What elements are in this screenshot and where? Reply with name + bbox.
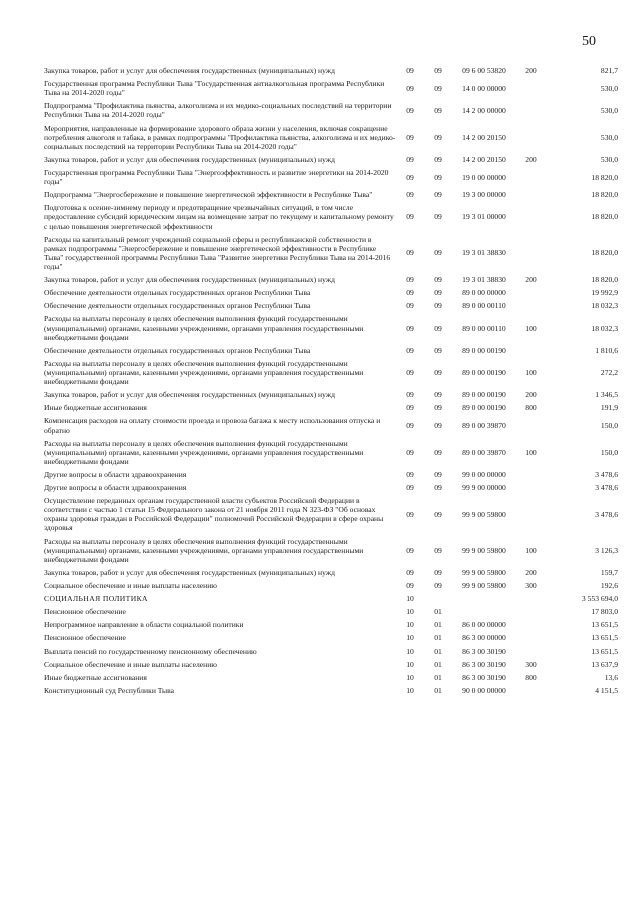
row-section-code: 10 xyxy=(406,646,414,656)
row-section-code: 09 xyxy=(406,190,414,200)
row-subsection-code xyxy=(424,592,452,605)
row-name: Другие вопросы в области здравоохранения xyxy=(44,483,187,493)
row-subsection-code: 09 xyxy=(434,509,442,519)
row-target-article: 19 0 00 00000 xyxy=(462,172,506,182)
row-subsection-code: 09 xyxy=(434,469,442,479)
row-section-code: 09 xyxy=(406,248,414,258)
row-section-code: 09 xyxy=(406,288,414,298)
table-row xyxy=(44,605,618,618)
row-target-article: 19 3 01 00000 xyxy=(462,212,506,222)
row-subsection-code: 09 xyxy=(434,66,442,75)
row-amount: 272,2 xyxy=(600,367,618,377)
row-target-article: 99 9 00 59800 xyxy=(462,581,506,591)
row-expense-type xyxy=(516,201,546,232)
table-row xyxy=(44,618,618,631)
row-name: Пенсионное обеспечение xyxy=(44,633,126,643)
row-expense-type xyxy=(516,468,546,481)
row-name: Государственная программа Республики Тыва "Энергоэффективность и развитие энергетики на 2014-2020 годы" xyxy=(44,167,389,187)
row-subsection-code: 01 xyxy=(434,646,442,656)
row-target-article: 89 0 00 00190 xyxy=(462,403,506,413)
row-target-article: 89 0 00 00190 xyxy=(462,345,506,355)
row-name: Компенсация расходов на оплату стоимости проезда и провоза багажа к месту использования отпуска и обратно xyxy=(44,416,381,435)
table-row xyxy=(44,388,618,401)
row-name: Расходы на выплаты персоналу в целях обеспечения выполнения функций государственными (муниципальными) органами, казенными учреждениями, органами управления государственными внебюджетными фондами xyxy=(44,314,364,342)
row-expense-type: 200 xyxy=(525,154,537,164)
row-subsection-code: 09 xyxy=(434,301,442,311)
table-row xyxy=(44,273,618,286)
table-row xyxy=(44,99,618,121)
row-name: СОЦИАЛЬНАЯ ПОЛИТИКА xyxy=(44,594,148,604)
row-amount: 530,0 xyxy=(600,132,618,142)
row-subsection-code: 09 xyxy=(434,567,442,577)
row-subsection-code: 09 xyxy=(434,132,442,142)
row-target-article: 14 2 00 20150 xyxy=(462,132,506,142)
row-amount: 18 820,0 xyxy=(591,248,618,258)
row-subsection-code: 01 xyxy=(434,620,442,630)
row-subsection-code: 09 xyxy=(434,248,442,258)
row-subsection-code: 09 xyxy=(434,367,442,377)
row-section-code: 10 xyxy=(406,607,414,617)
table-row xyxy=(44,684,618,697)
row-target-article: 86 0 00 00000 xyxy=(462,620,506,630)
row-expense-type xyxy=(516,494,546,534)
row-subsection-code: 09 xyxy=(434,83,442,93)
row-name: Социальное обеспечение и иные выплаты населению xyxy=(44,581,217,591)
row-amount: 13,6 xyxy=(604,672,618,682)
row-name: Расходы на капитальный ремонт учреждений социальной сферы и республиканской собственности в рамках подпрограммы "Энергосбережение и повышение энергетической эффективности в Республике Тыва" государственной программы Республики Тыва "Развитие энергетики Республики Тыва на 2014-2016 годы" xyxy=(44,234,391,271)
row-section-code: 09 xyxy=(406,105,414,115)
row-subsection-code: 09 xyxy=(434,390,442,400)
row-section-code: 09 xyxy=(406,212,414,222)
budget-table xyxy=(44,64,618,697)
row-name: Расходы на выплаты персоналу в целях обеспечения выполнения функций государственными (муниципальными) органами, казенными учреждениями, органами управления государственными внебюджетными фондами xyxy=(44,536,364,564)
row-name: Подготовка к осенне-зимнему периоду и предотвращение чрезвычайных ситуаций, в том числе предоставление субсидий юридическим лицам на возмещение затрат по текущему и капитальному ремонту с целью повышения энергетической эффективности xyxy=(44,203,394,231)
table-row xyxy=(44,122,618,153)
row-target-article: 19 3 01 38830 xyxy=(462,275,506,285)
row-subsection-code: 09 xyxy=(434,154,442,164)
table-row xyxy=(44,494,618,534)
row-expense-type: 200 xyxy=(525,567,537,577)
row-subsection-code: 09 xyxy=(434,345,442,355)
row-section-code: 09 xyxy=(406,275,414,285)
row-expense-type xyxy=(516,414,546,436)
table-row xyxy=(44,233,618,273)
row-expense-type: 200 xyxy=(525,66,537,75)
row-section-code: 09 xyxy=(406,345,414,355)
row-expense-type xyxy=(516,618,546,631)
table-row xyxy=(44,535,618,566)
row-subsection-code: 09 xyxy=(434,545,442,555)
row-name: Закупка товаров, работ и услуг для обеспечения государственных (муниципальных) нужд xyxy=(44,567,335,577)
row-section-code: 09 xyxy=(406,83,414,93)
row-subsection-code: 09 xyxy=(434,275,442,285)
row-subsection-code: 09 xyxy=(434,420,442,430)
row-name: Обеспечение деятельности отдельных государственных органов Республики Тыва xyxy=(44,345,311,355)
row-expense-type xyxy=(516,645,546,658)
row-section-code: 10 xyxy=(406,594,414,604)
row-subsection-code: 01 xyxy=(434,633,442,643)
row-target-article: 99 9 00 00000 xyxy=(462,483,506,493)
row-name: Иные бюджетные ассигнования xyxy=(44,403,147,413)
table-row xyxy=(44,658,618,671)
table-row xyxy=(44,437,618,468)
row-amount: 18 820,0 xyxy=(591,172,618,182)
row-name: Обеспечение деятельности отдельных государственных органов Республики Тыва xyxy=(44,288,311,298)
row-section-code: 10 xyxy=(406,672,414,682)
row-section-code: 09 xyxy=(406,154,414,164)
table-row xyxy=(44,592,618,605)
row-amount: 4 151,5 xyxy=(595,685,618,695)
row-amount: 192,6 xyxy=(600,581,618,591)
row-expense-type: 100 xyxy=(525,545,537,555)
row-amount: 530,0 xyxy=(600,83,618,93)
table-row xyxy=(44,77,618,99)
row-subsection-code: 09 xyxy=(434,581,442,591)
row-name: Обеспечение деятельности отдельных государственных органов Республики Тыва xyxy=(44,301,311,311)
row-amount: 18 032,3 xyxy=(591,301,618,311)
row-expense-type xyxy=(516,299,546,312)
row-amount: 19 992,9 xyxy=(591,288,618,298)
row-name: Закупка товаров, работ и услуг для обеспечения государственных (муниципальных) нужд xyxy=(44,390,335,400)
row-target-article: 89 0 00 39870 xyxy=(462,447,506,457)
row-section-code: 09 xyxy=(406,483,414,493)
row-amount: 18 820,0 xyxy=(591,275,618,285)
row-expense-type xyxy=(516,684,546,697)
table-row xyxy=(44,566,618,579)
row-amount: 18 820,0 xyxy=(591,212,618,222)
row-subsection-code: 09 xyxy=(434,483,442,493)
row-subsection-code: 09 xyxy=(434,190,442,200)
row-amount: 150,0 xyxy=(600,420,618,430)
row-target-article xyxy=(452,592,516,605)
row-name: Подпрограмма "Энергосбережение и повышение энергетической эффективности в Республике Тыва" xyxy=(44,190,373,200)
row-target-article: 86 3 00 00000 xyxy=(462,633,506,643)
table-row xyxy=(44,631,618,644)
row-section-code: 09 xyxy=(406,132,414,142)
row-name: Осуществление переданных органам государственной власти субъектов Российской Федерации в соответствии с частью 1 статьи 15 Федерального закона от 21 ноября 2011 года N 323-ФЗ "Об основах охраны здоровья граждан в Российской Федерации" полномочий Российской Федерации в сфере охраны здоровья xyxy=(44,496,384,533)
row-section-code: 09 xyxy=(406,469,414,479)
row-section-code: 09 xyxy=(406,545,414,555)
row-expense-type xyxy=(516,188,546,201)
table-row xyxy=(44,64,618,77)
row-amount: 18 820,0 xyxy=(591,190,618,200)
row-section-code: 09 xyxy=(406,66,414,75)
row-expense-type: 300 xyxy=(525,581,537,591)
row-target-article: 86 3 00 30190 xyxy=(462,646,506,656)
row-name: Конституционный суд Республики Тыва xyxy=(44,685,174,695)
row-target-article: 89 0 00 39870 xyxy=(462,420,506,430)
row-amount: 1 346,5 xyxy=(595,390,618,400)
row-section-code: 09 xyxy=(406,390,414,400)
row-section-code: 09 xyxy=(406,567,414,577)
row-amount: 159,7 xyxy=(600,567,618,577)
table-row xyxy=(44,671,618,684)
row-expense-type: 100 xyxy=(525,323,537,333)
row-amount: 3 478,6 xyxy=(595,483,618,493)
row-amount: 821,7 xyxy=(600,66,618,75)
budget-table-body xyxy=(44,64,618,697)
row-subsection-code: 01 xyxy=(434,685,442,695)
row-amount: 3 553 694,0 xyxy=(581,594,618,604)
row-subsection-code: 09 xyxy=(434,323,442,333)
row-subsection-code: 09 xyxy=(434,288,442,298)
row-target-article: 90 0 00 00000 xyxy=(462,685,506,695)
row-amount: 191,9 xyxy=(600,403,618,413)
row-expense-type: 200 xyxy=(525,390,537,400)
row-name: Социальное обеспечение и иные выплаты населению xyxy=(44,659,217,669)
row-name: Пенсионное обеспечение xyxy=(44,607,126,617)
table-row xyxy=(44,166,618,188)
row-name: Подпрограмма "Профилактика пьянства, алкоголизма и их медико-социальных последствий на территории Республики Тыва на 2014-2020 годы" xyxy=(44,101,392,120)
row-name: Непрограммное направление в области социальной политики xyxy=(44,620,244,630)
row-target-article xyxy=(452,605,516,618)
table-row xyxy=(44,153,618,166)
row-name: Мероприятия, направленные на формирование здорового образа жизни у населения, включая сокращение потребления алкоголя и табака, в рамках подпрограммы "Профилактика пьянства, алкоголизма и их медико-социальных последствий на территории Республики Тыва на 2014-2020 годы" xyxy=(44,123,396,151)
row-section-code: 10 xyxy=(406,685,414,695)
row-amount: 18 032,3 xyxy=(591,323,618,333)
table-row xyxy=(44,312,618,343)
row-amount: 13 637,9 xyxy=(591,659,618,669)
row-section-code: 09 xyxy=(406,420,414,430)
row-name: Другие вопросы в области здравоохранения xyxy=(44,469,187,479)
page-number: 50 xyxy=(582,34,596,49)
row-section-code: 10 xyxy=(406,620,414,630)
row-subsection-code: 09 xyxy=(434,447,442,457)
table-row xyxy=(44,201,618,232)
row-expense-type xyxy=(516,166,546,188)
row-expense-type xyxy=(516,99,546,121)
row-amount: 530,0 xyxy=(600,154,618,164)
row-target-article: 99 9 00 59800 xyxy=(462,567,506,577)
row-target-article: 89 0 00 00190 xyxy=(462,390,506,400)
row-expense-type xyxy=(516,286,546,299)
row-amount: 17 803,0 xyxy=(591,607,618,617)
table-row xyxy=(44,357,618,388)
row-section-code: 10 xyxy=(406,633,414,643)
row-name: Закупка товаров, работ и услуг для обеспечения государственных (муниципальных) нужд xyxy=(44,275,335,285)
row-subsection-code: 01 xyxy=(434,607,442,617)
table-row xyxy=(44,468,618,481)
table-row xyxy=(44,645,618,658)
row-amount: 3 126,3 xyxy=(595,545,618,555)
row-target-article: 19 3 00 00000 xyxy=(462,190,506,200)
row-expense-type: 200 xyxy=(525,275,537,285)
row-target-article: 99 9 00 59800 xyxy=(462,545,506,555)
table-row xyxy=(44,188,618,201)
row-subsection-code: 09 xyxy=(434,105,442,115)
row-expense-type xyxy=(516,122,546,153)
row-target-article: 14 2 00 20150 xyxy=(462,154,506,164)
row-amount: 1 810,6 xyxy=(595,345,618,355)
row-name: Государственная программа Республики Тыва "Государственная антиалкогольная программа Республики Тыва на 2014-2020 годы" xyxy=(44,79,385,98)
row-target-article: 86 3 00 30190 xyxy=(462,659,506,669)
row-subsection-code: 09 xyxy=(434,172,442,182)
row-expense-type xyxy=(516,77,546,99)
row-expense-type: 100 xyxy=(525,447,537,457)
row-amount: 530,0 xyxy=(600,105,618,115)
row-name: Закупка товаров, работ и услуг для обеспечения государственных (муниципальных) нужд xyxy=(44,154,335,164)
table-row xyxy=(44,401,618,414)
row-target-article: 89 0 00 00190 xyxy=(462,367,506,377)
row-expense-type: 300 xyxy=(525,659,537,669)
row-target-article: 89 0 00 00000 xyxy=(462,288,506,298)
row-amount: 150,0 xyxy=(600,447,618,457)
row-amount: 13 651,5 xyxy=(591,646,618,656)
row-name: Выплата пенсий по государственному пенсионному обеспечению xyxy=(44,646,257,656)
table-row xyxy=(44,299,618,312)
row-section-code: 09 xyxy=(406,581,414,591)
row-expense-type xyxy=(516,481,546,494)
row-name: Иные бюджетные ассигнования xyxy=(44,672,147,682)
row-section-code: 09 xyxy=(406,403,414,413)
row-expense-type xyxy=(516,344,546,357)
row-amount: 13 651,5 xyxy=(591,620,618,630)
row-expense-type: 800 xyxy=(525,672,537,682)
row-target-article: 19 3 01 38830 xyxy=(462,248,506,258)
row-name: Закупка товаров, работ и услуг для обеспечения государственных (муниципальных) нужд xyxy=(44,66,335,75)
row-name: Расходы на выплаты персоналу в целях обеспечения выполнения функций государственными (муниципальными) органами, казенными учреждениями, органами управления государственными внебюджетными фондами xyxy=(44,358,364,387)
row-target-article: 14 2 00 00000 xyxy=(462,105,506,115)
row-section-code: 09 xyxy=(406,447,414,457)
row-target-article: 99 9 00 59800 xyxy=(462,509,506,519)
row-expense-type: 100 xyxy=(525,367,537,377)
table-row xyxy=(44,286,618,299)
row-subsection-code: 09 xyxy=(434,212,442,222)
row-expense-type: 800 xyxy=(525,403,537,413)
row-section-code: 09 xyxy=(406,323,414,333)
row-target-article: 89 0 00 00110 xyxy=(462,323,506,333)
row-subsection-code: 01 xyxy=(434,672,442,682)
row-target-article: 89 0 00 00110 xyxy=(462,301,506,311)
row-expense-type xyxy=(516,605,546,618)
row-section-code: 09 xyxy=(406,509,414,519)
row-expense-type xyxy=(516,233,546,273)
row-amount: 13 651,5 xyxy=(591,633,618,643)
row-target-article: 14 0 00 00000 xyxy=(462,83,506,93)
row-amount: 3 478,6 xyxy=(595,469,618,479)
row-name: Расходы на выплаты персоналу в целях обеспечения выполнения функций государственными (муниципальными) органами, казенными учреждениями, органами управления государственными внебюджетными фондами xyxy=(44,438,364,466)
row-target-article: 99 0 00 00000 xyxy=(462,469,506,479)
row-section-code: 09 xyxy=(406,367,414,377)
table-row xyxy=(44,579,618,592)
row-subsection-code: 01 xyxy=(434,659,442,669)
row-subsection-code: 09 xyxy=(434,403,442,413)
row-section-code: 09 xyxy=(406,172,414,182)
row-amount: 3 478,6 xyxy=(595,509,618,519)
table-row xyxy=(44,414,618,436)
row-target-article: 86 3 00 30190 xyxy=(462,672,506,682)
row-expense-type xyxy=(516,592,546,605)
table-row xyxy=(44,344,618,357)
row-section-code: 09 xyxy=(406,301,414,311)
row-section-code: 10 xyxy=(406,659,414,669)
row-target-article: 09 6 00 53820 xyxy=(462,66,506,75)
table-row xyxy=(44,481,618,494)
row-expense-type xyxy=(516,631,546,644)
